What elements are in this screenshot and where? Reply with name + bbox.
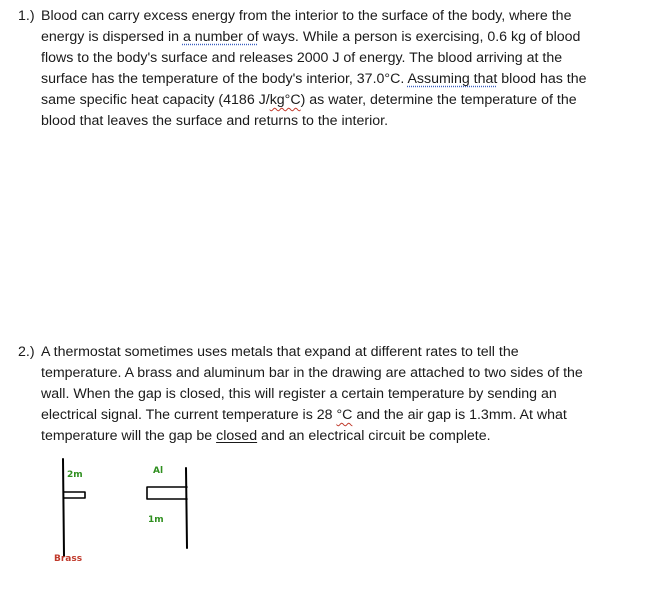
- problem-1-line-1: 1.) Blood can carry excess energy from the interior to the surface of the body, where the: [18, 6, 658, 27]
- problem-1-line-2: energy is dispersed in a number of ways. While a person is exercising, 0.6 kg of blood: [41, 29, 581, 45]
- brass-label: Brass: [54, 554, 83, 564]
- brass-bar: [64, 492, 85, 498]
- aluminum-bar: [147, 487, 187, 499]
- problem-2: [18, 342, 658, 447]
- spelling-underline: °C: [336, 407, 353, 423]
- problem-2-number: 2.): [18, 344, 35, 360]
- problem-1-line-5: same specific heat capacity (4186 J/kg°C) as water, determine the temperature of the: [41, 92, 577, 108]
- problem-1: [18, 6, 658, 132]
- aluminum-length-label: 1m: [148, 515, 164, 525]
- grammar-underline: Assuming that: [407, 71, 498, 87]
- brass-length-label: 2m: [67, 470, 83, 480]
- problem-2-line-5: temperature will the gap be closed and an electrical circuit be complete.: [41, 428, 491, 444]
- problem-1-line-6: blood that leaves the surface and returns to the interior.: [41, 113, 389, 129]
- problem-1-number: 1.): [18, 8, 35, 24]
- left-wall: [63, 459, 64, 556]
- thermostat-diagram: [50, 456, 200, 586]
- problem-1-line-4: surface has the temperature of the body's interior, 37.0°C. Assuming that blood has the: [41, 71, 587, 87]
- closed-underline: closed: [216, 428, 258, 444]
- problem-2-line-1: 2.) A thermostat sometimes uses metals that expand at different rates to tell the: [18, 342, 658, 363]
- right-wall: [186, 468, 187, 548]
- problem-2-line-4: electrical signal. The current temperature is 28 °C and the air gap is 1.3mm. At what: [41, 407, 567, 423]
- problem-1-line-3: flows to the body's surface and releases 2000 J of energy. The blood arriving at the: [41, 50, 563, 66]
- problem-2-line-3: wall. When the gap is closed, this will register a certain temperature by sending an: [41, 386, 557, 402]
- spelling-underline: kg°C: [269, 92, 301, 108]
- grammar-underline: a number of: [182, 29, 259, 45]
- aluminum-label: Al: [153, 466, 164, 476]
- problem-2-line-2: temperature. A brass and aluminum bar in the drawing are attached to two sides of the: [41, 365, 583, 381]
